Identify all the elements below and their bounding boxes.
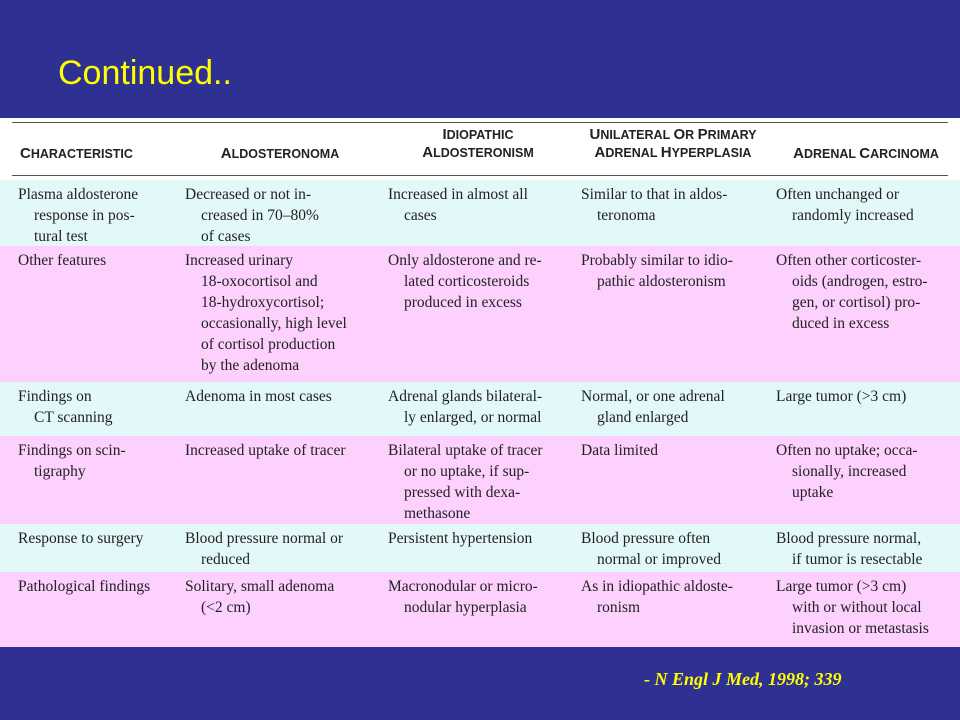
- cell-line: Only aldosterone and re-: [388, 252, 542, 269]
- cell-line: oids (androgen, estro-: [792, 273, 928, 290]
- cell-line: Blood pressure often: [581, 530, 711, 547]
- cell-line: Large tumor (>3 cm): [776, 388, 907, 405]
- cell-line: Findings on: [18, 388, 92, 405]
- cell-line: gen, or cortisol) pro-: [792, 294, 921, 311]
- table-cell: [18, 440, 126, 482]
- cell-line: reduced: [201, 551, 251, 568]
- cell-line: 18-hydroxycortisol;: [201, 294, 325, 311]
- cell-line: Increased in almost all: [388, 186, 528, 203]
- table-cell: [388, 528, 532, 549]
- source-citation: - N Engl J Med, 1998; 339: [644, 669, 842, 689]
- comparison-table: [0, 118, 960, 647]
- cell-line: of cases: [201, 228, 251, 245]
- cell-line: Blood pressure normal or: [185, 530, 343, 547]
- table-cell: [776, 250, 928, 334]
- cell-line: Increased urinary: [185, 252, 294, 269]
- table-cell: [185, 528, 343, 570]
- cell-line: 18-oxocortisol and: [201, 273, 318, 290]
- table-cell: [581, 440, 658, 461]
- cell-line: Increased uptake of tracer: [185, 442, 346, 459]
- cell-line: randomly increased: [792, 207, 914, 224]
- cell-line: Macronodular or micro-: [388, 578, 538, 595]
- cell-line: produced in excess: [404, 294, 522, 311]
- table-cell: [185, 576, 334, 618]
- column-header: [378, 126, 578, 162]
- cell-line: Pathological findings: [18, 578, 151, 595]
- column-header: [180, 145, 380, 163]
- cell-line: invasion or metastasis: [792, 620, 929, 637]
- cell-line: Decreased or not in-: [185, 186, 312, 203]
- cell-line: Other features: [18, 252, 107, 269]
- table-cell: [581, 576, 733, 618]
- cell-line: if tumor is resectable: [792, 551, 923, 568]
- table-cell: [776, 528, 922, 570]
- cell-line: Response to surgery: [18, 530, 144, 547]
- cell-line: sionally, increased: [792, 463, 907, 480]
- table-cell: [388, 440, 543, 524]
- cell-line: Similar to that in aldos-: [581, 186, 728, 203]
- cell-line: Adrenal glands bilateral-: [388, 388, 543, 405]
- cell-line: response in pos-: [34, 207, 135, 224]
- table-cell: [581, 528, 721, 570]
- cell-line: tural test: [34, 228, 88, 245]
- column-header: [573, 126, 773, 162]
- table-row: [0, 572, 960, 647]
- cell-line: teronoma: [597, 207, 656, 224]
- table-cell: [18, 528, 143, 549]
- cell-line: Adenoma in most cases: [185, 388, 332, 405]
- column-header-line: IDIOPATHIC: [442, 126, 514, 143]
- cell-line: gland enlarged: [597, 409, 689, 426]
- cell-line: Large tumor (>3 cm): [776, 578, 907, 595]
- cell-line: Normal, or one adrenal: [581, 388, 725, 405]
- table-cell: [185, 184, 319, 247]
- table-cell: [185, 386, 332, 407]
- cell-line: tigraphy: [34, 463, 86, 480]
- table-row: [0, 246, 960, 382]
- table-cell: [581, 386, 725, 428]
- table-cell: [581, 250, 733, 292]
- table-row: [0, 436, 960, 524]
- cell-line: normal or improved: [597, 551, 721, 568]
- table-cell: [388, 386, 542, 428]
- column-header: [766, 145, 960, 163]
- cell-line: occasionally, high level: [201, 315, 347, 332]
- cell-line: methasone: [404, 505, 471, 522]
- table-cell: [776, 386, 906, 407]
- cell-line: Often other corticoster-: [776, 252, 922, 269]
- cell-line: As in idiopathic aldoste-: [581, 578, 733, 595]
- cell-line: cases: [404, 207, 437, 224]
- column-header-line: ADRENAL HYPERPLASIA: [594, 144, 752, 161]
- column-header: [20, 145, 133, 163]
- table-cell: [185, 250, 347, 376]
- cell-line: nodular hyperplasia: [404, 599, 527, 616]
- table-cell: [18, 250, 106, 271]
- slide-title: Continued..: [58, 54, 232, 92]
- cell-line: Persistent hypertension: [388, 530, 533, 547]
- table-cell: [776, 440, 918, 503]
- column-header-line: ADRENAL CARCINOMA: [793, 145, 939, 162]
- table-cell: [388, 576, 538, 618]
- column-header-line: ALDOSTERONOMA: [220, 145, 340, 162]
- table-cell: [776, 576, 929, 639]
- table-cell: [18, 184, 138, 247]
- table-cell: [185, 440, 346, 461]
- cell-line: ronism: [597, 599, 641, 616]
- cell-line: creased in 70–80%: [201, 207, 319, 224]
- cell-line: duced in excess: [792, 315, 890, 332]
- table-row: [0, 524, 960, 572]
- cell-line: Bilateral uptake of tracer: [388, 442, 543, 459]
- table-cell: [776, 184, 914, 226]
- cell-line: Probably similar to idio-: [581, 252, 733, 269]
- table-cell: [581, 184, 727, 226]
- cell-line: pathic aldosteronism: [597, 273, 726, 290]
- column-header-line: UNILATERAL OR PRIMARY: [589, 126, 757, 143]
- cell-line: uptake: [792, 484, 834, 501]
- column-header-line: ALDOSTERONISM: [422, 144, 534, 161]
- cell-line: of cortisol production: [201, 336, 336, 353]
- cell-line: Often unchanged or: [776, 186, 900, 203]
- table-cell: [388, 250, 542, 313]
- cell-line: or no uptake, if sup-: [404, 463, 530, 480]
- cell-line: pressed with dexa-: [404, 484, 521, 501]
- cell-line: Often no uptake; occa-: [776, 442, 918, 459]
- cell-line: ly enlarged, or normal: [404, 409, 542, 426]
- cell-line: Findings on scin-: [18, 442, 126, 459]
- cell-line: CT scanning: [34, 409, 113, 426]
- header-rule: [12, 122, 948, 123]
- table-row: [0, 180, 960, 246]
- cell-line: by the adenoma: [201, 357, 300, 374]
- header-rule: [12, 175, 948, 176]
- cell-line: Plasma aldosterone: [18, 186, 139, 203]
- cell-line: Data limited: [581, 442, 659, 459]
- table-cell: [18, 576, 150, 597]
- cell-line: Blood pressure normal,: [776, 530, 922, 547]
- column-header-line: CHARACTERISTIC: [20, 145, 133, 162]
- cell-line: with or without local: [792, 599, 922, 616]
- table-cell: [18, 386, 113, 428]
- table-row: [0, 382, 960, 436]
- cell-line: Solitary, small adenoma: [185, 578, 335, 595]
- cell-line: lated corticosteroids: [404, 273, 530, 290]
- table-cell: [388, 184, 528, 226]
- cell-line: (<2 cm): [201, 599, 251, 616]
